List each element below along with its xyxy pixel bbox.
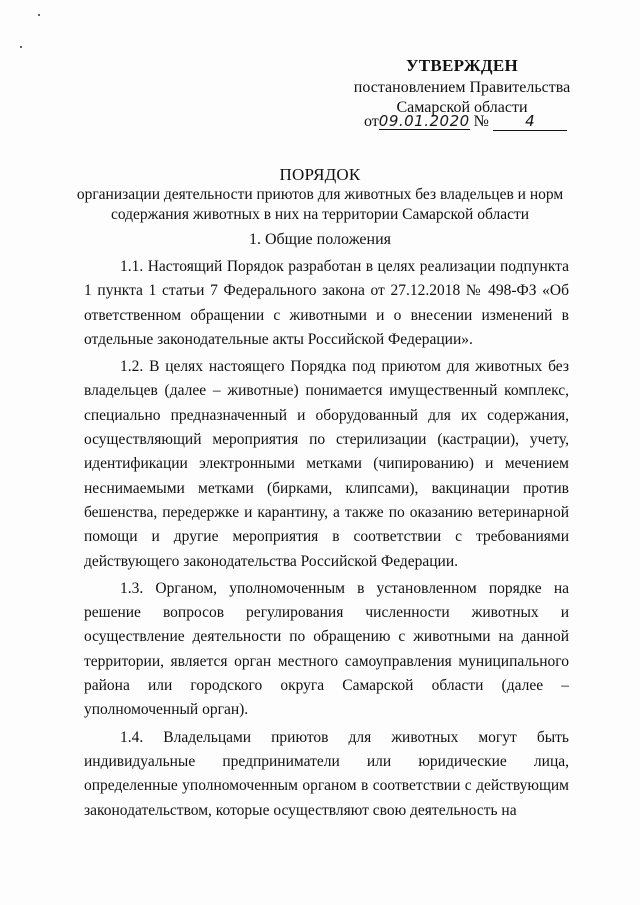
handwritten-number: 4 xyxy=(525,112,535,130)
scan-speck xyxy=(38,14,40,16)
number-prefix: № xyxy=(473,113,489,130)
section-heading: 1. Общие положения xyxy=(248,231,392,248)
date-prefix: от xyxy=(364,113,379,130)
scan-speck xyxy=(20,46,22,48)
approval-date-line xyxy=(364,112,560,132)
paragraph-1-1: 1.1. Настоящий Порядок разработан в целях реализации подпункта 1 пункта 1 статьи 7 Федерального закона от 27.12.2018 № 498-ФЗ «Об ответственном обращении с животными и о внесении изменений в отдельные законодательные акты Российской Федерации». xyxy=(84,258,569,348)
handwritten-date: 09.01.2020 xyxy=(378,112,470,130)
section-body xyxy=(84,255,569,823)
paragraph-1-4: 1.4. Владельцами приютов для животных могут быть индивидуальные предприниматели или юридические лица, определенные уполномоченным органом в соответствии с действующим законодательством, которые осуществляют свою деятельность на xyxy=(84,728,569,819)
approval-heading: УТВЕРЖДЕН xyxy=(405,56,519,75)
approval-line-1: постановлением Правительства xyxy=(353,79,571,96)
paragraph-1-2: 1.2. В целях настоящего Порядка под приютом для животных без владельцев (далее – животные) понимается имущественный комплекс, специально предназначенный и оборудованный для их содержания, осуществляющий мероприятия по стерилизации (кастрации), учету, идентификации электронными метками (чипированию) и мечением неснимаемыми метками (бирками, клипсами), вакцинации против бешенства, передержке и карантину, а также по оказанию ветеринарной помощи и другие мероприятия в соответствии с требованиями действующего законодательства Российской Федерации. xyxy=(84,358,569,570)
document-title: ПОРЯДОК xyxy=(279,165,361,184)
number-field xyxy=(493,113,567,131)
approval-line-2: Самарской области xyxy=(396,99,528,116)
paragraph-1-3: 1.3. Органом, уполномоченным в установленном порядке на решение вопросов регулирования численности животных и осуществление деятельности по обращению с животными на данной территории, является орган местного самоуправления муниципального района или городского округа Самарской области (далее – уполномоченный орган). xyxy=(84,579,569,719)
approval-block xyxy=(352,56,572,118)
document-subtitle: организации деятельности приютов для животных без владельцев и норм содержания животных в них на территории Самарской области xyxy=(76,186,564,223)
